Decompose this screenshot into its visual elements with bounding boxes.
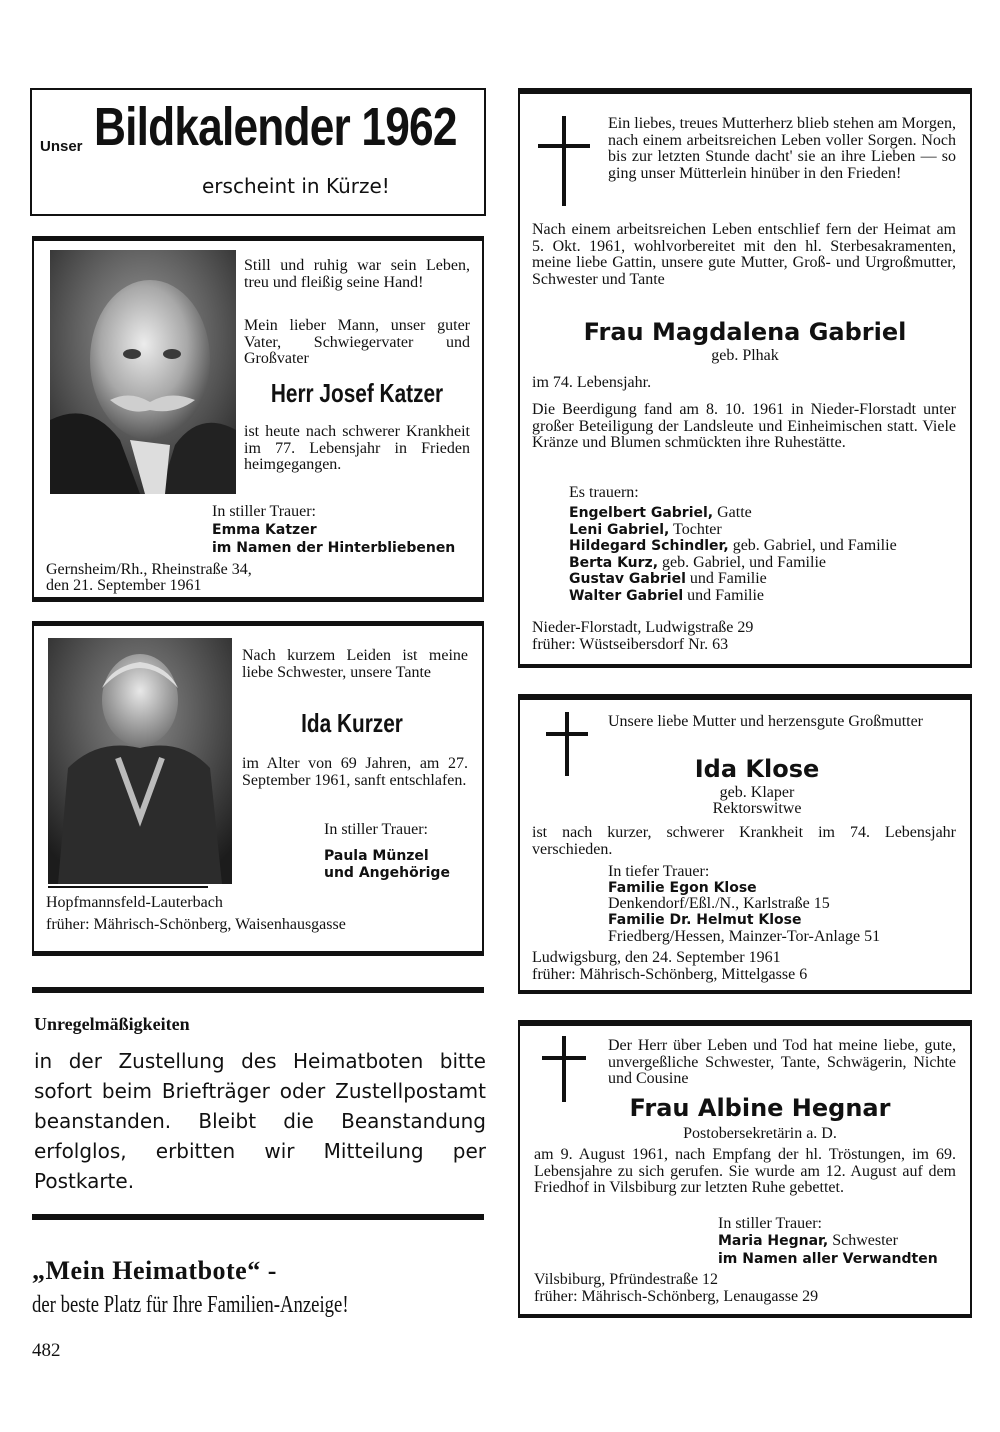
hegnar-name: Frau Albine Hegnar: [629, 1094, 891, 1122]
katzer-mourner1: Emma Katzer: [212, 522, 317, 538]
unregel-text: in der Zustellung des Heimatboten bitte sofort beim Briefträger oder Zustellpostamt beanstanden. Bleibt die Beanstandung erfolglos, erbitten wir Mitteilung per Postkarte.: [34, 1049, 486, 1193]
kurzer-top-rule: [32, 621, 484, 626]
gabriel-right-rule: [970, 88, 972, 666]
cross-icon: [546, 712, 588, 776]
kurzer-intro: Nach kurzem Leiden ist meine liebe Schwester, unsere Tante: [242, 647, 468, 681]
klose-address2: früher: Mährisch-Schönberg, Mittelgasse 6: [532, 966, 808, 983]
katzer-bottom-rule: [32, 597, 484, 602]
katzer-para3: ist heute nach schwerer Krankheit im 77. Lebensjahr in Frieden heimgegangen.: [244, 423, 470, 473]
list-item: [569, 588, 897, 605]
gabriel-mourner-list: [569, 505, 897, 604]
kurzer-para2: im Alter von 69 Jahren, am 27. September 1961, sanft entschlafen.: [242, 755, 468, 789]
hegnar-title: Postobersekretärin a. D.: [683, 1125, 837, 1142]
unregel-heading: Unregelmäßigkeiten: [34, 1014, 190, 1034]
kurzer-address1: Hopfmannsfeld-Lauterbach: [46, 894, 223, 911]
cross-icon: [538, 116, 590, 206]
kurzer-mourner1: Paula Münzel: [324, 848, 429, 864]
katzer-trauer-label: In stiller Trauer:: [212, 503, 316, 520]
heimatbote-subtitle: der beste Platz für Ihre Familien-Anzeige!: [32, 1292, 349, 1318]
katzer-address1: Gernsheim/Rh., Rheinstraße 34,: [46, 561, 252, 578]
bildkalender-box: [30, 88, 486, 216]
list-item: [569, 505, 897, 522]
klose-title: Rektorswitwe: [712, 800, 802, 817]
kalender-subtitle: erscheint in Kürze!: [202, 174, 390, 198]
gabriel-born: geb. Plhak: [711, 347, 779, 364]
mourner-relation: Gatte: [713, 504, 752, 521]
klose-born: geb. Klaper: [719, 784, 795, 801]
mourner-name: Leni Gabriel,: [569, 521, 670, 538]
mourner-name: Hildegard Schindler,: [569, 538, 729, 554]
mourner-relation: und Familie: [685, 570, 767, 587]
gabriel-age: im 74. Lebensjahr.: [532, 374, 652, 391]
hegnar-para: am 9. August 1961, nach Empfang der hl. Tröstungen, im 69. Lebensjahre zu sich gerufen. Sie wurde am 12. August auf dem Friedhof in Vilsbiburg zur letzten Ruhe gebettet.: [534, 1146, 956, 1196]
klose-right-rule: [970, 694, 972, 994]
kurzer-bottom-rule: [32, 951, 484, 956]
gabriel-name: Frau Magdalena Gabriel: [583, 318, 907, 346]
hegnar-bottom-rule: [518, 1314, 972, 1318]
hegnar-mourner1-name: Maria Hegnar,: [718, 1233, 829, 1249]
mourner-relation: und Familie: [683, 586, 765, 604]
klose-left-rule: [518, 694, 520, 994]
kurzer-right-rule: [482, 621, 484, 955]
cross-icon: [542, 1036, 586, 1102]
hegnar-right-rule: [970, 1020, 972, 1318]
mourner-name: Gustav Gabriel: [569, 571, 686, 587]
hegnar-address1: Vilsbiburg, Pfründestraße 12: [534, 1271, 719, 1288]
hegnar-mourner1: [718, 1233, 898, 1250]
list-item: [569, 538, 897, 555]
mourner-name: Berta Kurz,: [569, 554, 659, 571]
list-item: [569, 555, 897, 572]
page-number: 482: [32, 1340, 61, 1361]
kurzer-trauer-label: In stiller Trauer:: [324, 821, 428, 838]
katzer-para2: Mein lieber Mann, unser guter Vater, Schwiegervater und Großvater: [244, 317, 470, 367]
hegnar-top-rule: [518, 1020, 972, 1026]
katzer-left-rule: [32, 236, 34, 600]
mourner-relation: Tochter: [669, 520, 722, 538]
kurzer-address2: früher: Mährisch-Schönberg, Waisenhausgasse: [46, 916, 346, 933]
katzer-top-rule: [32, 236, 484, 241]
hegnar-mourner2: im Namen aller Verwandten: [718, 1251, 938, 1267]
klose-para: ist nach kurzer, schwerer Krankheit im 74. Lebensjahr verschieden.: [532, 824, 956, 858]
mourner-name: Walter Gabriel: [569, 587, 684, 604]
katzer-portrait-photo: [50, 250, 236, 494]
heimatbote-title: „Mein Heimatbote“ -: [32, 1256, 277, 1285]
klose-m1-addr: Denkendorf/Eßl./N., Karlstraße 15: [608, 895, 830, 912]
gabriel-left-rule: [518, 88, 520, 666]
katzer-intro: Still und ruhig war sein Leben, treu und fleißig seine Hand!: [244, 257, 470, 291]
kurzer-portrait-photo: [48, 638, 232, 884]
unregel-bottom-rule: [32, 1214, 484, 1220]
gabriel-address2: früher: Wüstseibersdorf Nr. 63: [532, 636, 729, 653]
unregel-top-rule: [32, 987, 484, 993]
kurzer-mourner2: und Angehörige: [324, 865, 450, 881]
gabriel-trauer-label: Es trauern:: [569, 484, 639, 501]
mourner-name: Engelbert Gabriel,: [569, 505, 714, 521]
katzer-address2: den 21. September 1961: [46, 577, 202, 594]
klose-address1: Ludwigsburg, den 24. September 1961: [532, 949, 781, 966]
katzer-mourner2: im Namen der Hinterbliebenen: [212, 540, 456, 556]
klose-name: Ida Klose: [694, 755, 820, 783]
klose-m1-name: Familie Egon Klose: [608, 880, 757, 896]
gabriel-verse: Ein liebes, treues Mutterherz blieb stehen am Morgen, nach einem arbeitsreichen Leben voller Sorgen. Noch bis zur letzten Stunde dacht' sie an ihre Lieben — so ging unser Mütterlein hinüber in den Frieden!: [608, 115, 956, 182]
gabriel-address1: Nieder-Florstadt, Ludwigstraße 29: [532, 619, 754, 636]
list-item: [569, 522, 897, 539]
klose-top-rule: [518, 694, 972, 700]
kurzer-name: Ida Kurzer: [301, 708, 403, 738]
klose-m2-name: Familie Dr. Helmut Klose: [608, 912, 802, 928]
gabriel-top-rule: [518, 88, 972, 94]
mourner-relation: geb. Gabriel, und Familie: [658, 553, 826, 571]
hegnar-trauer-label: In stiller Trauer:: [718, 1215, 822, 1232]
katzer-right-rule: [482, 236, 484, 600]
hegnar-mourner1-relation: Schwester: [828, 1232, 898, 1249]
kurzer-photo-caption-rule: [48, 886, 208, 888]
gabriel-bottom-rule: [518, 664, 972, 668]
gabriel-para1: Nach einem arbeitsreichen Leben entschlief fern der Heimat am 5. Okt. 1961, wohlvorbereitet mit den hl. Sterbesakramenten, meine liebe Gattin, unsere gute Mutter, Groß- und Urgroßmutter, Schwester und Tante: [532, 221, 956, 288]
list-item: [569, 571, 897, 588]
klose-m2-addr: Friedberg/Hessen, Mainzer-Tor-Anlage 51: [608, 928, 881, 945]
katzer-name: Herr Josef Katzer: [270, 378, 444, 408]
gabriel-para2: Die Beerdigung fand am 8. 10. 1961 in Nieder-Florstadt unter großer Beteiligung der Landsleute und Einheimischen statt. Viele Kränze und Blumen schmückten ihre Ruhestätte.: [532, 401, 956, 451]
kalender-title: Bildkalender 1962: [94, 97, 457, 157]
mourner-relation: geb. Gabriel, und Familie: [728, 537, 897, 554]
hegnar-left-rule: [518, 1020, 520, 1318]
kalender-prefix: Unser: [40, 138, 83, 155]
klose-intro: Unsere liebe Mutter und herzensgute Großmutter: [608, 713, 924, 730]
hegnar-intro: Der Herr über Leben und Tod hat meine liebe, gute, unvergeßliche Schwester, Tante, Schwägerin, Nichte und Cousine: [608, 1037, 956, 1087]
klose-trauer-label: In tiefer Trauer:: [608, 863, 710, 880]
klose-bottom-rule: [518, 990, 972, 994]
kurzer-left-rule: [32, 621, 34, 955]
hegnar-address2: früher: Mährisch-Schönberg, Lenaugasse 29: [534, 1288, 819, 1305]
